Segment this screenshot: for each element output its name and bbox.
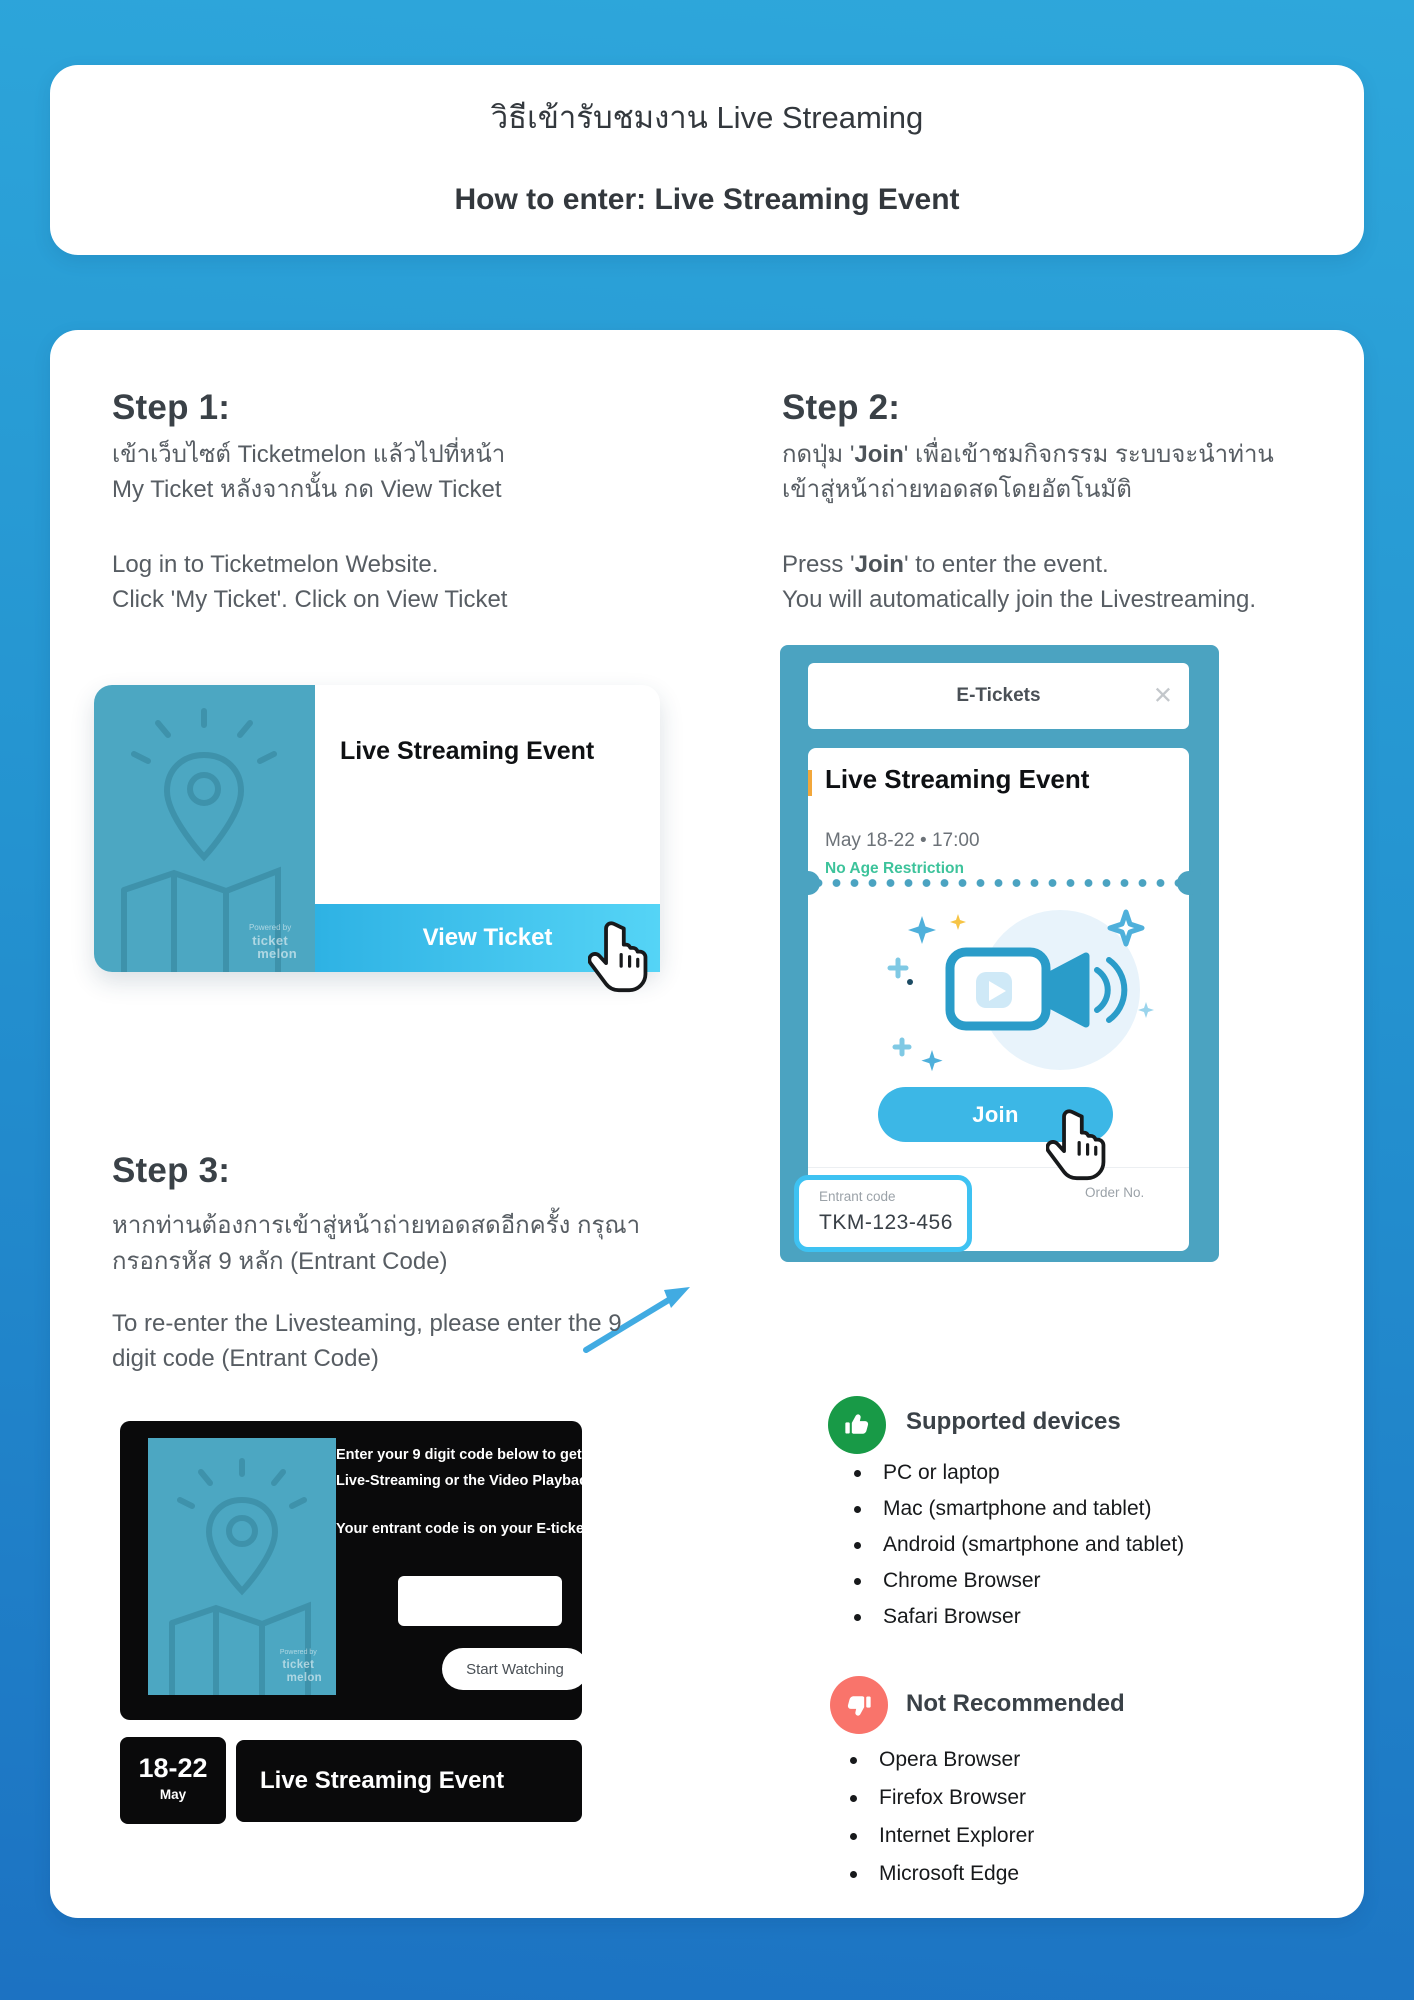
step3-desc-en-2: digit code (Entrant Code) xyxy=(112,1345,379,1372)
step2-heading: Step 2: xyxy=(782,388,901,427)
code-hint: Your entrant code is on your E-ticket (9 digits) xyxy=(336,1521,654,1537)
thumbs-up-icon xyxy=(828,1396,886,1454)
event-cover-image xyxy=(94,685,315,972)
video-camera-illustration xyxy=(850,898,1170,1080)
list-item xyxy=(850,1822,1034,1850)
page-title-thai: วิธีเข้ารับชมงาน Live Streaming xyxy=(490,100,924,135)
orange-tick xyxy=(808,770,812,796)
etickets-title: E-Tickets xyxy=(956,685,1041,706)
ticketmelon-watermark: Powered by ticket melon xyxy=(248,923,297,961)
entrant-code-input[interactable] xyxy=(398,1576,562,1626)
event-date-range: 18-22 xyxy=(138,1753,208,1783)
page-title-english: How to enter: Live Streaming Event xyxy=(454,183,960,216)
view-ticket-button[interactable]: View Ticket xyxy=(315,904,660,972)
thumbs-down-icon xyxy=(830,1676,888,1734)
code-instruction-1: Enter your 9 digit code below to get access to the xyxy=(336,1447,678,1463)
supported-devices-title: Supported devices xyxy=(906,1408,1121,1435)
step3-desc-th-1: หากท่านต้องการเข้าสู่หน้าถ่ายทอดสดอีกครั้ง กรุณา xyxy=(112,1212,641,1239)
close-icon[interactable]: ✕ xyxy=(1152,682,1173,710)
list-item xyxy=(854,1495,1151,1523)
list-item xyxy=(854,1603,1021,1631)
event-title-bar xyxy=(236,1740,582,1822)
perforation-notch-right xyxy=(1177,871,1201,895)
event-date-card xyxy=(120,1737,226,1824)
divider xyxy=(808,1167,1189,1168)
eticket-card xyxy=(808,748,1189,1251)
code-entry-mockup xyxy=(120,1421,678,1720)
list-item xyxy=(850,1784,1026,1812)
hand-cursor-icon xyxy=(588,918,652,1010)
hand-cursor-icon xyxy=(1046,1106,1110,1198)
browser-item: Internet Explorer xyxy=(879,1824,1035,1847)
step1-desc-en-1: Log in to Ticketmelon Website. xyxy=(112,551,439,578)
step1-desc-th-1: เข้าเว็บไซต์ Ticketmelon แล้วไปที่หน้า xyxy=(112,441,506,468)
event-month: May xyxy=(159,1787,187,1802)
start-watching-button[interactable]: Start Watching xyxy=(442,1648,588,1690)
phone-event-title: Live Streaming Event xyxy=(825,764,1090,794)
title-card xyxy=(50,65,1364,255)
step1-desc-en-2: Click 'My Ticket'. Click on View Ticket xyxy=(112,586,508,613)
list-item xyxy=(850,1860,1019,1888)
entrant-code-value: TKM-123-456 xyxy=(819,1211,953,1234)
browser-item: Opera Browser xyxy=(879,1748,1021,1771)
list-item xyxy=(854,1531,1184,1559)
step3-heading: Step 3: xyxy=(112,1151,231,1190)
ticket-card-mockup xyxy=(94,685,660,972)
list-item xyxy=(854,1459,1000,1487)
device-item: Android (smartphone and tablet) xyxy=(883,1533,1185,1556)
device-item: Chrome Browser xyxy=(883,1569,1041,1592)
step3-desc-en-1: To re-enter the Livesteaming, please enter the 9 xyxy=(112,1310,622,1337)
browser-item: Microsoft Edge xyxy=(879,1862,1020,1885)
code-instruction-2: Live-Streaming or the Video Playback. xyxy=(336,1473,600,1489)
ticketmelon-watermark: Powered by ticket melon xyxy=(279,1649,322,1684)
step2-desc-en-1: Press 'Join' to enter the event. xyxy=(782,551,1109,578)
browser-item: Firefox Browser xyxy=(879,1786,1027,1809)
step1-heading: Step 1: xyxy=(112,388,231,427)
device-item: Safari Browser xyxy=(883,1605,1021,1628)
event-title: Live Streaming Event xyxy=(340,737,595,765)
list-item xyxy=(854,1567,1041,1595)
age-restriction-badge: No Age Restriction xyxy=(825,860,964,877)
device-item: PC or laptop xyxy=(883,1461,1000,1484)
phone-mockup xyxy=(780,645,1219,1262)
order-no-label: Order No. xyxy=(1085,1185,1145,1200)
join-button[interactable]: Join xyxy=(878,1087,1113,1142)
step2-desc-th-2: เข้าสู่หน้าถ่ายทอดสดโดยอัตโนมัติ xyxy=(782,476,1132,503)
device-item: Mac (smartphone and tablet) xyxy=(883,1497,1152,1520)
entrant-code-highlight xyxy=(794,1175,972,1252)
not-recommended-title: Not Recommended xyxy=(906,1690,1125,1717)
list-item xyxy=(850,1746,1020,1774)
step2-desc-en-2: You will automatically join the Livestreaming. xyxy=(782,586,1257,613)
entrant-code-label: Entrant code xyxy=(819,1189,896,1204)
step2-desc-th-1: กดปุ่ม 'Join' เพื่อเข้าชมกิจกรรม ระบบจะนำท่าน xyxy=(782,441,1274,468)
etickets-header xyxy=(808,663,1189,729)
event-datetime: May 18-22 • 17:00 xyxy=(825,830,980,851)
event-title: Live Streaming Event xyxy=(260,1767,505,1794)
perforation-notch-left xyxy=(796,871,820,895)
perforation-dots xyxy=(816,878,1181,888)
event-cover-image xyxy=(148,1438,336,1695)
step1-desc-th-2: My Ticket หลังจากนั้น กด View Ticket xyxy=(112,476,502,503)
step3-desc-th-2: กรอกรหัส 9 หลัก (Entrant Code) xyxy=(112,1248,448,1275)
